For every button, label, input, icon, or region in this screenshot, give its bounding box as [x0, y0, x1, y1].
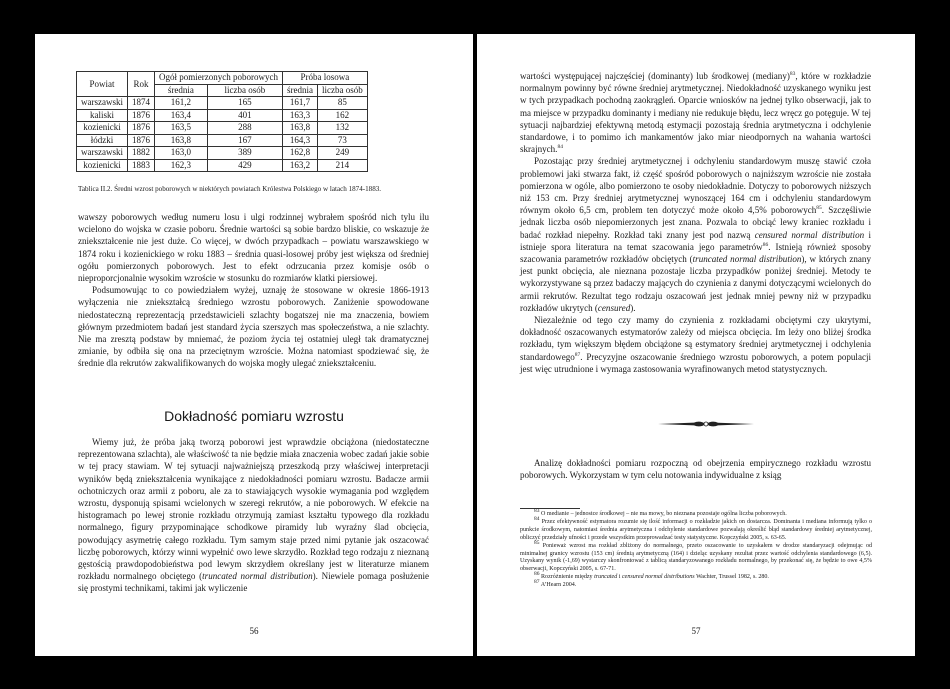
table-header: Ogół pomierzonych poborowych	[155, 72, 283, 85]
table-cell: 163,8	[282, 122, 317, 135]
table-cell: kozienicki	[77, 122, 128, 135]
footnote-rule	[520, 508, 580, 509]
table-cell: 162	[317, 109, 367, 122]
table-subheader: średnia	[155, 84, 208, 97]
right-page	[477, 34, 915, 656]
table-cell: 162,3	[155, 159, 208, 172]
table-cell: 164,3	[282, 134, 317, 147]
table-cell: 73	[317, 134, 367, 147]
paragraph: Wiemy już, że próba jaką tworzą poborowi jest wprawdzie obciążona (niedostateczne reprezentowana szlachta), ale właściwość ta nie będzie miała znaczenia wobec zadań jakie sobie w tej pracy stawiam. W tej sytuacji najważniejszą przeszkodą przy właściwej interpretacji wyników będą zniekształcenia wynikające z niedokładności pomiaru wzrostu. Badacze armii ochotniczych oraz armii z poboru, ale za to stawiających wysokie wymagania pod względem wzrostu, dysponują spisami wcielonych w szeregi rekrutów, a nie poborowych. W efekcie na histogramach po lewej stronie rozkładu otrzymują zamiast kształtu typowego dla rozkładu normalnego, figury przypominające schodkowe piramidy lub wyraźny ślad obcięcia, powodujący asymetrię całego rozkładu. Tym samym staje przed nimi pytanie jak oszacować liczbę poborowych, którzy winni wypełnić owo lewe skrzydło. Rozkład tego rodzaju z nieznaną gęstością prawdopodobieństwa pod lewym skrzydłem określany jest w literaturze mianem rozkładu normalnego obciętego (truncated normal distribution). Niewiele pomaga posłużenie się prostymi technikami, takimi jak wyliczenie	[78, 437, 430, 594]
left-body-bottom	[78, 436, 429, 595]
table-cell: 401	[207, 109, 282, 122]
paragraph: Analizę dokładności pomiaru rozpoczną od obejrzenia empirycznego rozkładu wzrostu poborowych. Wykorzystam w tym celu notowania indywidualne z ksiąg	[520, 458, 871, 481]
table-cell: 163,5	[155, 122, 208, 135]
page-number: 56	[249, 626, 259, 636]
table-subheader: liczba osób	[207, 84, 282, 97]
height-table	[76, 71, 368, 172]
table-cell: kaliski	[77, 109, 128, 122]
paragraph: Pozostając przy średniej arytmetycznej i odchyleniu standardowym muszę stawić czoła problemowi jaki stwarza fakt, iż część spośród poborowych o najniższym wzroście nie została pomierzona w ogóle, albo pomierzono te osoby niedokładnie. Dotyczy to poborowych niższych niż 153 cm. Przy średniej arytmetycznej wynoszącej 164 cm i odchyleniu standardowym równym około 6,5 cm, problem ten dotyczyć może około 4,5% poborowych$^{85}$. Szczęśliwie jednak liczba osób niepomierzonych jest znana. Pozwala to obciąć lewy kraniec rozkładu i badać rozkład niepełny. Rozkład taki znany jest pod nazwą censured normal distribution i istnieje spora literatura na temat szacowania jego parametrów$^{86}$. Istnieją również sposoby szacowania parametrów rozkładów obciętych (truncated normal distribution), w których znany jest punkt obcięcia, ale nieznana pozostaje liczba przypadków poniżej średniej. Metody te wykorzystywane są przez badaczy mających do czynienia z danymi dotyczącymi wcielonych do armii rekrutów. Rezultat tego rodzaju oszacowań jest jednak mniej pewny niż w przypadku rozkładów ukrytych (censured).	[520, 156, 872, 313]
paragraph: wartości występującej najczęściej (dominanty) lub środkowej (mediany)$^{83}$, które w rozkładzie normalnym powinny być równe średniej arytmetycznej. Niedokładność uzyskanego wyniku jest w tych przypadkach pochodną zaokrągleń. Oparcie wniosków na jednej tylko obserwacji, jak to ma miejsce w przypadku dominanty i mediany nie redukuje błędu, lecz wręcz go potęguje. W tej sytuacji najbardziej efektywną metodą estymacji pozostają średnia arytmetyczna i odchylenie standardowe, i to pomimo ich mankamentów jako miar nieodpornych na wahania wartości skrajnych.$^{84}$	[520, 70, 871, 155]
table-header: Próba losowa	[282, 72, 367, 85]
table-cell: 167	[207, 134, 282, 147]
footnote: $^{84}$ Przez efektywność estymatora rozumie się ilość informacji o rozkładzie jakich on dostarcza. Dominanta i mediana informują tylko o punkcie środkowym, natomiast średnia arytmetyczna i odchylenie standardowe pozwalają określić błąd standardowy średniej arytmetycznej, obliczyć przedziały ufności i przede wszystkim przeprowadzać testy statystyczne. Kopczyński 2005, s. 63-65.	[520, 515, 873, 541]
table-subheader: średnia	[282, 84, 317, 97]
table-cell: kozienicki	[77, 159, 128, 172]
table-cell: 214	[317, 159, 367, 172]
paragraph: Niezależnie od tego czy mamy do czynienia z rozkładami obciętymi czy ukrytymi, dokładność oszacowanych estymatorów zależy od miejsca obcięcia. Im leży ono bliżej środka rozkładu, tym większym błędem obciążone są estymatory średniej arytmetycznej i odchylenia standardowego$^{87}$. Precyzyjne oszacowanie średniego wzrostu poborowych, a potem populacji jest więc utrudnione i wymaga zastosowania wyrafinowanych metod statystycznych.	[520, 315, 871, 374]
table-cell: 161,2	[155, 97, 208, 110]
table-cell: łódzki	[77, 134, 128, 147]
table-row	[77, 109, 368, 122]
table-row	[77, 147, 368, 160]
table-cell: 288	[207, 122, 282, 135]
footnote: $^{83}$ O medianie – jednostce środkowej – nie ma mowy, bo nieznana pozostaje ogólna liczba poborowych.	[534, 508, 787, 518]
left-body-top	[78, 211, 429, 370]
table-cell: warszawski	[77, 147, 128, 160]
table-cell: 1883	[128, 159, 155, 172]
table-row	[77, 134, 368, 147]
table-cell: 161,7	[282, 97, 317, 110]
right-body-top	[520, 70, 871, 375]
table-subheader: liczba osób	[317, 84, 367, 97]
table-cell: 1882	[128, 147, 155, 160]
page-number: 57	[691, 626, 701, 636]
paragraph: Podsumowując to co powiedziałem wyżej, uznaję że stosowane w okresie 1866-1913 wyłączenia nie zniekształcą średniego wzrostu poborowych. Zaniżenie spowodowane niedostateczną reprezentacją przedstawicieli szlachty bogatszej nie ma znaczenia, bowiem głównym przedmiotem badań jest standard życia szerszych mas społeczeństwa, a nie szlachty. Nie ma zresztą podstaw by mniemać, że poziom życia tej ostatniej uległ tak dramatycznej zmianie, by odbiła się ona na przeciętnym wzroście. Można natomiast spodziewać się, że średnie dla rekrutów zakwalifikowanych do wojska mogły ulegać zniekształceniu.	[78, 285, 429, 369]
footnote: $^{87}$ A’Hearn 2004.	[534, 579, 577, 589]
table-header: Powiat	[77, 72, 128, 97]
table-cell: 163,3	[282, 109, 317, 122]
right-body-bottom	[520, 457, 871, 481]
table-cell: 1876	[128, 122, 155, 135]
table-cell: 1876	[128, 134, 155, 147]
footnote: $^{86}$ Rozróżnienie między truncated i censured normal distributions Wachter, Trussel 1982, s. 280.	[534, 571, 769, 581]
footnote: $^{85}$ Ponieważ wzrost ma rozkład zbliżony do normalnego, przeto oszacowanie to uzyskałem w drodze standaryzacji odejmując od minimalnej granicy wzrostu (153 cm) średnią arytmetyczną (164) i dzieląc uzyskany rezultat przez wartość odchylenia standardowego (6,5). Uzyskany wynik (-1,69) wystarczy skonfrontować z tablicą standaryzowanego rozkładu normalnego, by przekonać się, że będzie to owe 4,5% obserwacji, Kopczyński 2005, s. 67-71.	[520, 539, 872, 573]
table-row	[77, 97, 368, 110]
footnotes	[520, 508, 873, 590]
table-cell: 429	[207, 159, 282, 172]
table-cell: warszawski	[77, 97, 128, 110]
table-cell: 132	[317, 122, 367, 135]
table-cell: 1876	[128, 109, 155, 122]
table-header: Rok	[128, 72, 155, 97]
table-cell: 165	[207, 97, 282, 110]
paragraph: wawszy poborowych według numeru losu i ulgi rodzinnej wybrałem spośród nich tylu ilu wcielono do wojska w czasie poboru. Średnie wartości są sobie bardzo bliskie, co wskazuje że zniekształcenie nie jest duże. Co więcej, w dwóch przypadkach – powiatu warszawskiego w 1874 roku i kozienickiego w roku 1883 – średnia quasi-losowej próby jest większa od średniej ogółu pomierzonych poborowych. Jest to efekt odrzucania przez komisje osób o nieproporcjonalnie wysokim wzroście w stosunku do rozmiarów klatki piersiowej.	[78, 212, 429, 284]
section-title: Dokładność pomiaru wzrostu	[164, 408, 344, 424]
table-cell: 389	[207, 147, 282, 160]
section-ornament	[658, 418, 754, 430]
table-cell: 1874	[128, 97, 155, 110]
table-row	[77, 122, 368, 135]
table-cell: 163,2	[282, 159, 317, 172]
table-cell: 85	[317, 97, 367, 110]
table-row	[77, 159, 368, 172]
table-cell: 163,4	[155, 109, 208, 122]
table-cell: 163,8	[155, 134, 208, 147]
table-cell: 162,8	[282, 147, 317, 160]
table-caption: Tablica II.2. Średni wzrost poborowych w niektórych powiatach Królestwa Polskiego w latach 1874-1883.	[78, 185, 382, 193]
table-cell: 163,0	[155, 147, 208, 160]
left-page	[35, 34, 473, 656]
table-cell: 249	[317, 147, 367, 160]
